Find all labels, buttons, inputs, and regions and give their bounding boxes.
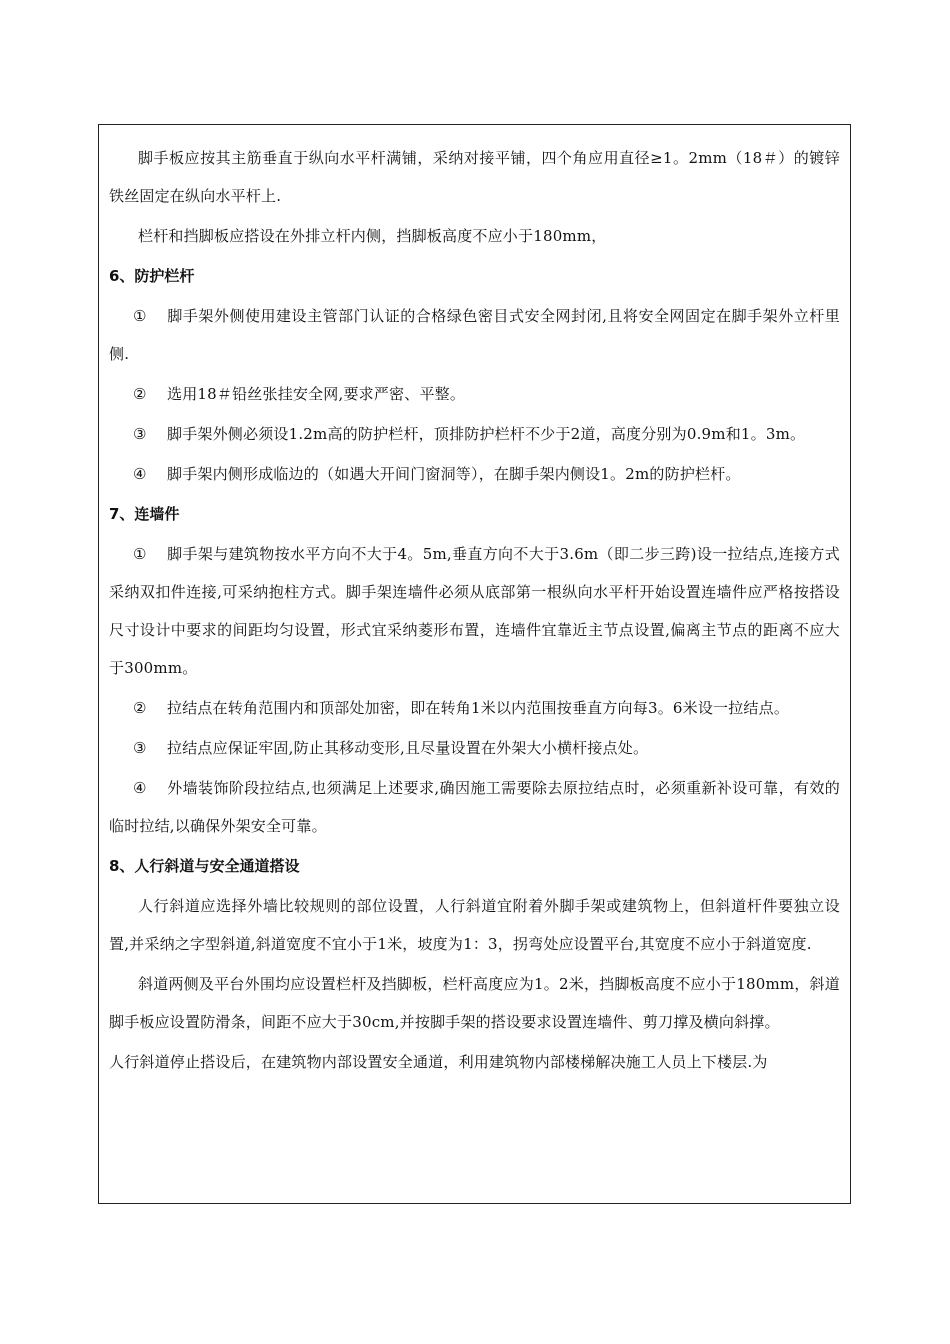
item-text: 脚手架与建筑物按水平方向不大于4。5m,垂直方向不大于3.6m（即二步三跨)设一拉结点,连接方式采纳双扣件连接,可采纳抱柱方式。脚手架连墙件必须从底部第一根纵向水平杆开始设置连墙件应严格按搭设尺寸设计中要求的间距均匀设置，形式宜采纳菱形布置，连墙件宜靠近主节点设置,偏离主节点的距离不应大于300mm。 [109,545,840,677]
section-7-heading: 7、连墙件 [109,505,180,523]
item-text: 外墙装饰阶段拉结点,也须满足上述要求,确因施工需要除去原拉结点时，必须重新补设可靠，有效的临时拉结,以确保外架安全可靠。 [109,779,840,835]
item-marker: ④ [133,465,147,483]
item-marker: ④ [133,779,147,797]
section-7-item-1 [109,535,840,687]
item-text: 脚手架外侧必须设1.2m高的防护栏杆，顶排防护栏杆不少于2道，高度分别为0.9m和1。3m。 [167,425,806,443]
section-8-paragraph-3: 人行斜道停止搭设后，在建筑物内部设置安全通道，利用建筑物内部楼梯解决施工人员上下楼层.为 [109,1053,768,1071]
section-7-item-2 [109,689,840,727]
item-marker: ② [133,385,147,403]
item-text: 脚手架外侧使用建设主管部门认证的合格绿色密目式安全网封闭,且将安全网固定在脚手架外立杆里侧. [109,307,840,363]
item-marker: ① [133,307,147,325]
document-frame [98,124,851,1204]
section-6-item-1 [109,297,840,373]
item-text: 拉结点在转角范围内和顶部处加密，即在转角1米以内范围按垂直方向每3。6米设一拉结点。 [167,699,790,717]
section-8-paragraph-1: 人行斜道应选择外墙比较规则的部位设置，人行斜道宜附着外脚手架或建筑物上，但斜道杆件要独立设置,并采纳之字型斜道,斜道宽度不宜小于1米，坡度为1：3，拐弯处应设置平台,其宽度不应小于斜道宽度. [109,897,840,953]
item-marker: ① [133,545,147,563]
item-text: 选用18＃铅丝张挂安全网,要求严密、平整。 [167,385,466,403]
section-8-paragraph-2: 斜道两侧及平台外围均应设置栏杆及挡脚板，栏杆高度应为1。2米，挡脚板高度不应小于180mm，斜道脚手板应设置防滑条，间距不应大于30cm,并按脚手架的搭设要求设置连墙件、剪刀撑及横向斜撑。 [109,975,840,1031]
paragraph-railing-toeboard: 栏杆和挡脚板应搭设在外排立杆内侧，挡脚板高度不应小于180mm， [138,227,607,245]
section-6-heading: 6、防护栏杆 [109,267,195,285]
item-marker: ③ [133,425,147,443]
document-body [109,139,840,1083]
item-text: 脚手架内侧形成临边的（如遇大开间门窗洞等），在脚手架内侧设1。2m的防护栏杆。 [167,465,741,483]
section-6-item-2 [109,375,840,413]
item-marker: ③ [133,739,147,757]
section-6-item-4 [109,455,840,493]
section-8-heading: 8、人行斜道与安全通道搭设 [109,857,300,875]
section-7-item-4 [109,769,840,845]
item-text: 拉结点应保证牢固,防止其移动变形,且尽量设置在外架大小横杆接点处。 [167,739,649,757]
section-7-item-3 [109,729,840,767]
section-6-item-3 [109,415,840,453]
item-marker: ② [133,699,147,717]
paragraph-scaffold-board: 脚手板应按其主筋垂直于纵向水平杆满铺，采纳对接平铺，四个角应用直径≥1。2mm（18＃）的镀锌铁丝固定在纵向水平杆上. [109,149,840,205]
